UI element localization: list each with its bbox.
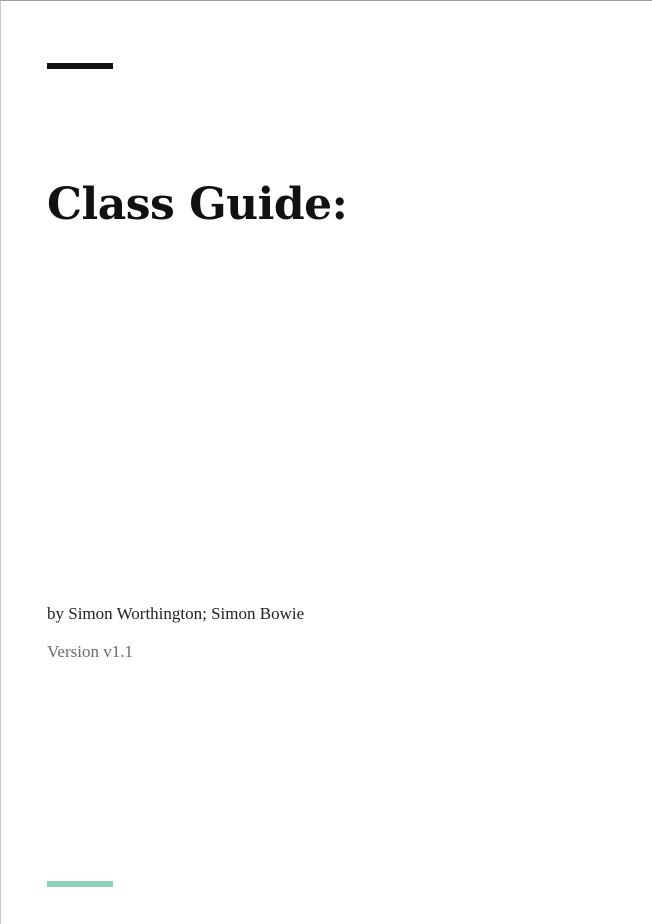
version-label: Version v1.1 [47,642,133,661]
top-accent-rule [47,63,113,69]
bottom-accent-rule [47,881,113,887]
author-line: by Simon Worthington; Simon Bowie [47,604,305,623]
document-title: Class Guide: [47,179,348,230]
